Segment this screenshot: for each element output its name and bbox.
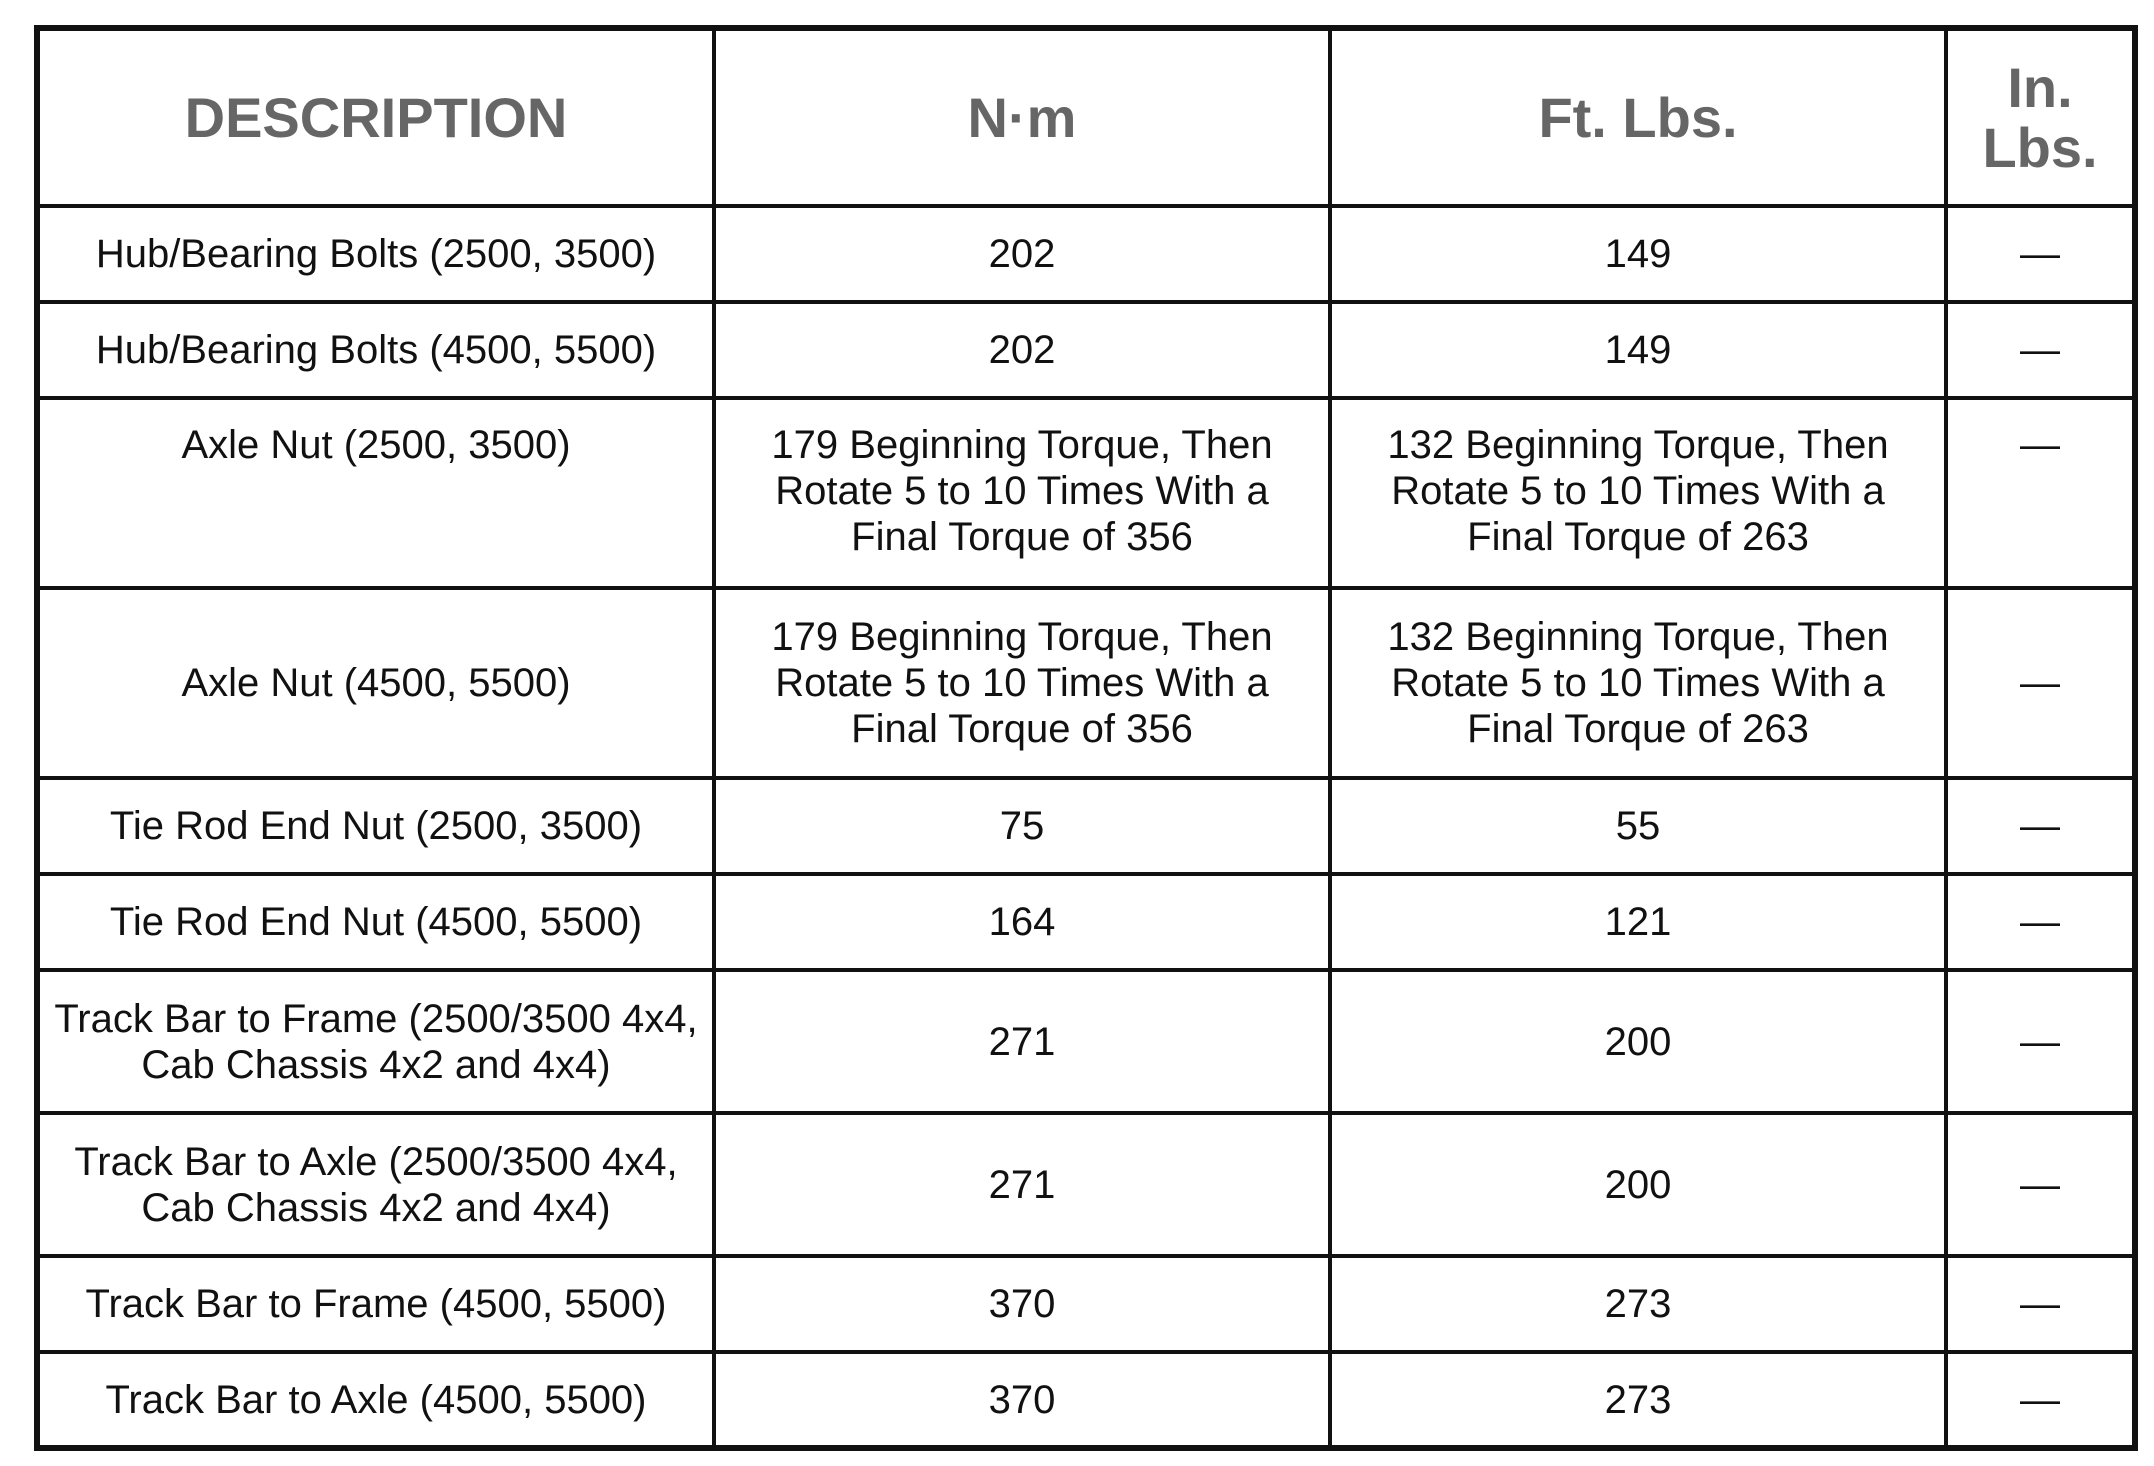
cell-ft-lbs: 273 — [1330, 1352, 1946, 1448]
cell-ft-lbs: 149 — [1330, 206, 1946, 302]
cell-description: Axle Nut (2500, 3500) — [37, 398, 714, 588]
cell-description: Track Bar to Axle (2500/3500 4x4, Cab Chassis 4x2 and 4x4) — [37, 1113, 714, 1256]
cell-description: Hub/Bearing Bolts (4500, 5500) — [37, 302, 714, 398]
cell-nm: 179 Beginning Torque, Then Rotate 5 to 10 Times With a Final Torque of 356 — [714, 398, 1330, 588]
cell-in-lbs: — — [1946, 778, 2135, 874]
table-row — [37, 302, 2135, 398]
cell-ft-lbs: 121 — [1330, 874, 1946, 970]
cell-nm: 370 — [714, 1352, 1330, 1448]
cell-in-lbs: — — [1946, 1113, 2135, 1256]
cell-description: Tie Rod End Nut (4500, 5500) — [37, 874, 714, 970]
cell-description: Track Bar to Axle (4500, 5500) — [37, 1352, 714, 1448]
cell-description: Track Bar to Frame (2500/3500 4x4, Cab Chassis 4x2 and 4x4) — [37, 970, 714, 1113]
cell-in-lbs: — — [1946, 1256, 2135, 1352]
cell-nm: 202 — [714, 206, 1330, 302]
table-row — [37, 778, 2135, 874]
cell-description: Track Bar to Frame (4500, 5500) — [37, 1256, 714, 1352]
cell-nm: 370 — [714, 1256, 1330, 1352]
cell-nm: 271 — [714, 970, 1330, 1113]
cell-in-lbs: — — [1946, 874, 2135, 970]
cell-ft-lbs: 200 — [1330, 1113, 1946, 1256]
cell-description: Tie Rod End Nut (2500, 3500) — [37, 778, 714, 874]
cell-nm: 75 — [714, 778, 1330, 874]
torque-spec-table — [34, 25, 2138, 1451]
header-in-lbs: In. Lbs. — [1946, 28, 2135, 206]
cell-in-lbs: — — [1946, 398, 2135, 588]
cell-in-lbs: — — [1946, 588, 2135, 778]
cell-description: Hub/Bearing Bolts (2500, 3500) — [37, 206, 714, 302]
cell-ft-lbs: 273 — [1330, 1256, 1946, 1352]
cell-ft-lbs: 149 — [1330, 302, 1946, 398]
header-nm: N·m — [714, 28, 1330, 206]
table-row — [37, 1256, 2135, 1352]
cell-in-lbs: — — [1946, 302, 2135, 398]
cell-in-lbs: — — [1946, 1352, 2135, 1448]
cell-nm: 164 — [714, 874, 1330, 970]
cell-ft-lbs: 132 Beginning Torque, Then Rotate 5 to 10 Times With a Final Torque of 263 — [1330, 398, 1946, 588]
table-row — [37, 588, 2135, 778]
table-row — [37, 970, 2135, 1113]
table-row — [37, 398, 2135, 588]
cell-in-lbs: — — [1946, 206, 2135, 302]
cell-ft-lbs: 200 — [1330, 970, 1946, 1113]
cell-ft-lbs: 132 Beginning Torque, Then Rotate 5 to 10 Times With a Final Torque of 263 — [1330, 588, 1946, 778]
cell-nm: 202 — [714, 302, 1330, 398]
cell-in-lbs: — — [1946, 970, 2135, 1113]
table-row — [37, 874, 2135, 970]
cell-nm: 179 Beginning Torque, Then Rotate 5 to 10 Times With a Final Torque of 356 — [714, 588, 1330, 778]
cell-description: Axle Nut (4500, 5500) — [37, 588, 714, 778]
cell-nm: 271 — [714, 1113, 1330, 1256]
header-ft-lbs: Ft. Lbs. — [1330, 28, 1946, 206]
header-row — [37, 28, 2135, 206]
header-description: DESCRIPTION — [37, 28, 714, 206]
cell-ft-lbs: 55 — [1330, 778, 1946, 874]
table-row — [37, 1352, 2135, 1448]
table-row — [37, 206, 2135, 302]
table-row — [37, 1113, 2135, 1256]
